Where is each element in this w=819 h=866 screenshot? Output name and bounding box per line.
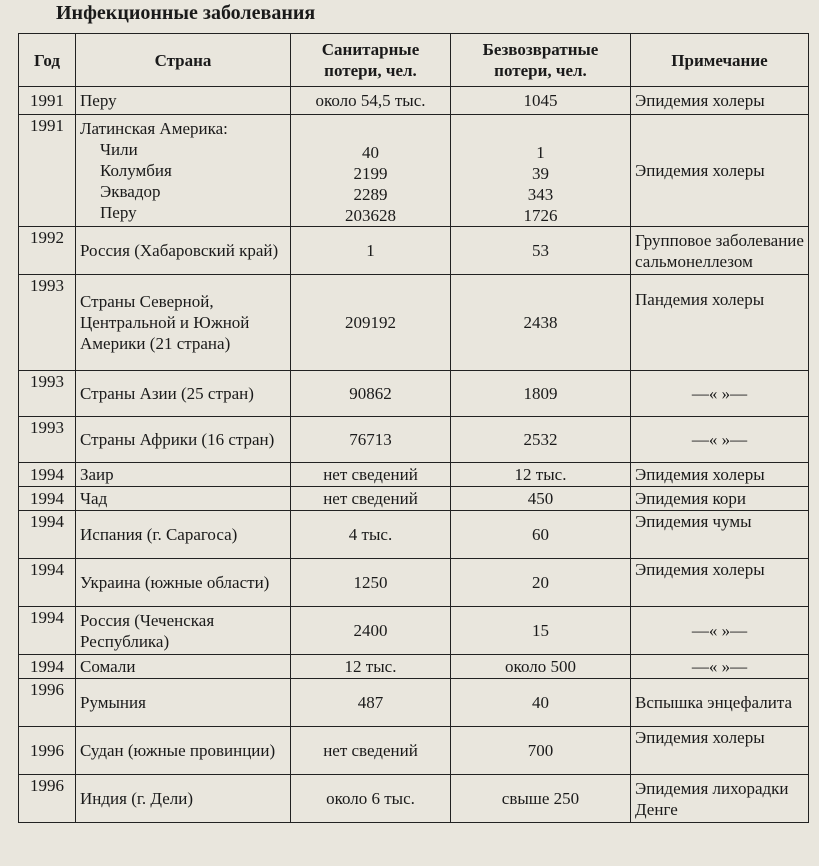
note-cell: Вспышка энцефалита [631, 679, 809, 727]
irrecoverable-cell: свыше 250 [451, 775, 631, 823]
sanitary-cell: 2400 [291, 607, 451, 655]
note-cell: —« »— [631, 371, 809, 417]
sanitary-cell: 1 [291, 227, 451, 275]
table-row [19, 679, 809, 727]
sub-irrecoverable: 343 [527, 185, 554, 204]
year-cell: 1993 [19, 417, 76, 463]
year-cell: 1994 [19, 559, 76, 607]
country-cell: Испания (г. Сарагоса) [76, 511, 291, 559]
year-cell: 1991 [19, 115, 76, 227]
country-cell: Страны Северной, Центральной и Южной Америки (21 страна) [76, 275, 291, 371]
country-cell: Индия (г. Дели) [76, 775, 291, 823]
losses-table [18, 33, 809, 823]
note-cell: —« »— [631, 417, 809, 463]
sanitary-cell: нет сведений [291, 727, 451, 775]
sub-sanitary: 2289 [353, 185, 388, 204]
sanitary-cell: нет сведений [291, 487, 451, 511]
irrecoverable-cell: 60 [451, 511, 631, 559]
note-cell: —« »— [631, 655, 809, 679]
year-cell: 1991 [19, 87, 76, 115]
country-cell: Россия (Хабаровский край) [76, 227, 291, 275]
sanitary-cell: нет сведений [291, 463, 451, 487]
note-cell: Эпидемия холеры [631, 87, 809, 115]
sub-sanitary: 2199 [353, 164, 388, 183]
country-cell: Страны Африки (16 стран) [76, 417, 291, 463]
sanitary-cell: 4 тыс. [291, 511, 451, 559]
header-sanitary: Санитарные потери, чел. [291, 34, 451, 87]
table-row [19, 655, 809, 679]
country-cell: Румыния [76, 679, 291, 727]
sanitary-cell: 209192 [291, 275, 451, 371]
country-group-label: Латинская Америка: [80, 119, 228, 138]
irrecoverable-cell: около 500 [451, 655, 631, 679]
sub-country: Колумбия [100, 161, 172, 180]
country-cell: Чад [76, 487, 291, 511]
year-cell: 1994 [19, 463, 76, 487]
page-title: Инфекционные заболевания [56, 2, 316, 24]
irrecoverable-cell: 1045 [451, 87, 631, 115]
year-cell: 1994 [19, 511, 76, 559]
year-cell: 1996 [19, 775, 76, 823]
table-row [19, 559, 809, 607]
table-row [19, 371, 809, 417]
sub-country: Перу [100, 203, 137, 222]
sub-country: Эквадор [100, 182, 161, 201]
irrecoverable-cell: 12 тыс. [451, 463, 631, 487]
sanitary-cell: около 6 тыс. [291, 775, 451, 823]
country-cell: Перу [76, 87, 291, 115]
year-cell: 1996 [19, 727, 76, 775]
table-row [19, 727, 809, 775]
table-row [19, 463, 809, 487]
note-cell: Групповое заболевание сальмонеллезом [631, 227, 809, 275]
table-row [19, 417, 809, 463]
table-row [19, 275, 809, 371]
irrecoverable-cell: 2438 [451, 275, 631, 371]
year-cell: 1996 [19, 679, 76, 727]
header-irrecoverable: Безвозвратные потери, чел. [451, 34, 631, 87]
sanitary-cell: 90862 [291, 371, 451, 417]
sanitary-cell: 76713 [291, 417, 451, 463]
sub-irrecoverable: 1 [536, 143, 545, 162]
table-row [19, 511, 809, 559]
note-cell: Эпидемия чумы [631, 511, 809, 559]
irrecoverable-cell: 1809 [451, 371, 631, 417]
header-year: Год [19, 34, 76, 87]
country-cell: Судан (южные провинции) [76, 727, 291, 775]
year-cell: 1994 [19, 655, 76, 679]
irrecoverable-cell: 40 [451, 679, 631, 727]
sub-sanitary: 40 [362, 143, 379, 162]
table-row [19, 775, 809, 823]
sanitary-cell: около 54,5 тыс. [291, 87, 451, 115]
table-row [19, 87, 809, 115]
sub-sanitary: 203628 [345, 206, 396, 225]
sub-irrecoverable: 39 [532, 164, 549, 183]
sanitary-cell: 12 тыс. [291, 655, 451, 679]
year-cell: 1994 [19, 607, 76, 655]
note-cell: Эпидемия холеры [631, 727, 809, 775]
sanitary-cell: 487 [291, 679, 451, 727]
country-cell: Сомали [76, 655, 291, 679]
note-cell: Эпидемия кори [631, 487, 809, 511]
irrecoverable-cell [451, 115, 631, 227]
year-cell: 1993 [19, 371, 76, 417]
header-row [19, 34, 809, 87]
year-cell: 1992 [19, 227, 76, 275]
country-cell: Россия (Чеченская Республика) [76, 607, 291, 655]
sanitary-cell: 1250 [291, 559, 451, 607]
note-cell: —« »— [631, 607, 809, 655]
note-cell: Эпидемия лихорадки Денге [631, 775, 809, 823]
irrecoverable-cell: 15 [451, 607, 631, 655]
header-country: Страна [76, 34, 291, 87]
note-cell: Эпидемия холеры [631, 559, 809, 607]
irrecoverable-cell: 700 [451, 727, 631, 775]
table-row [19, 227, 809, 275]
sanitary-cell [291, 115, 451, 227]
irrecoverable-cell: 53 [451, 227, 631, 275]
country-cell: Страны Азии (25 стран) [76, 371, 291, 417]
country-cell: Украина (южные области) [76, 559, 291, 607]
irrecoverable-cell: 450 [451, 487, 631, 511]
header-note: Примечание [631, 34, 809, 87]
note-cell: Эпидемия холеры [631, 115, 809, 227]
sub-country: Чили [100, 140, 138, 159]
country-cell: Заир [76, 463, 291, 487]
year-cell: 1993 [19, 275, 76, 371]
irrecoverable-cell: 20 [451, 559, 631, 607]
table-row [19, 115, 809, 227]
country-cell [76, 115, 291, 227]
note-cell: Пандемия холеры [631, 275, 809, 371]
table-row [19, 487, 809, 511]
table-row [19, 607, 809, 655]
note-cell: Эпидемия холеры [631, 463, 809, 487]
year-cell: 1994 [19, 487, 76, 511]
irrecoverable-cell: 2532 [451, 417, 631, 463]
sub-irrecoverable: 1726 [523, 206, 558, 225]
